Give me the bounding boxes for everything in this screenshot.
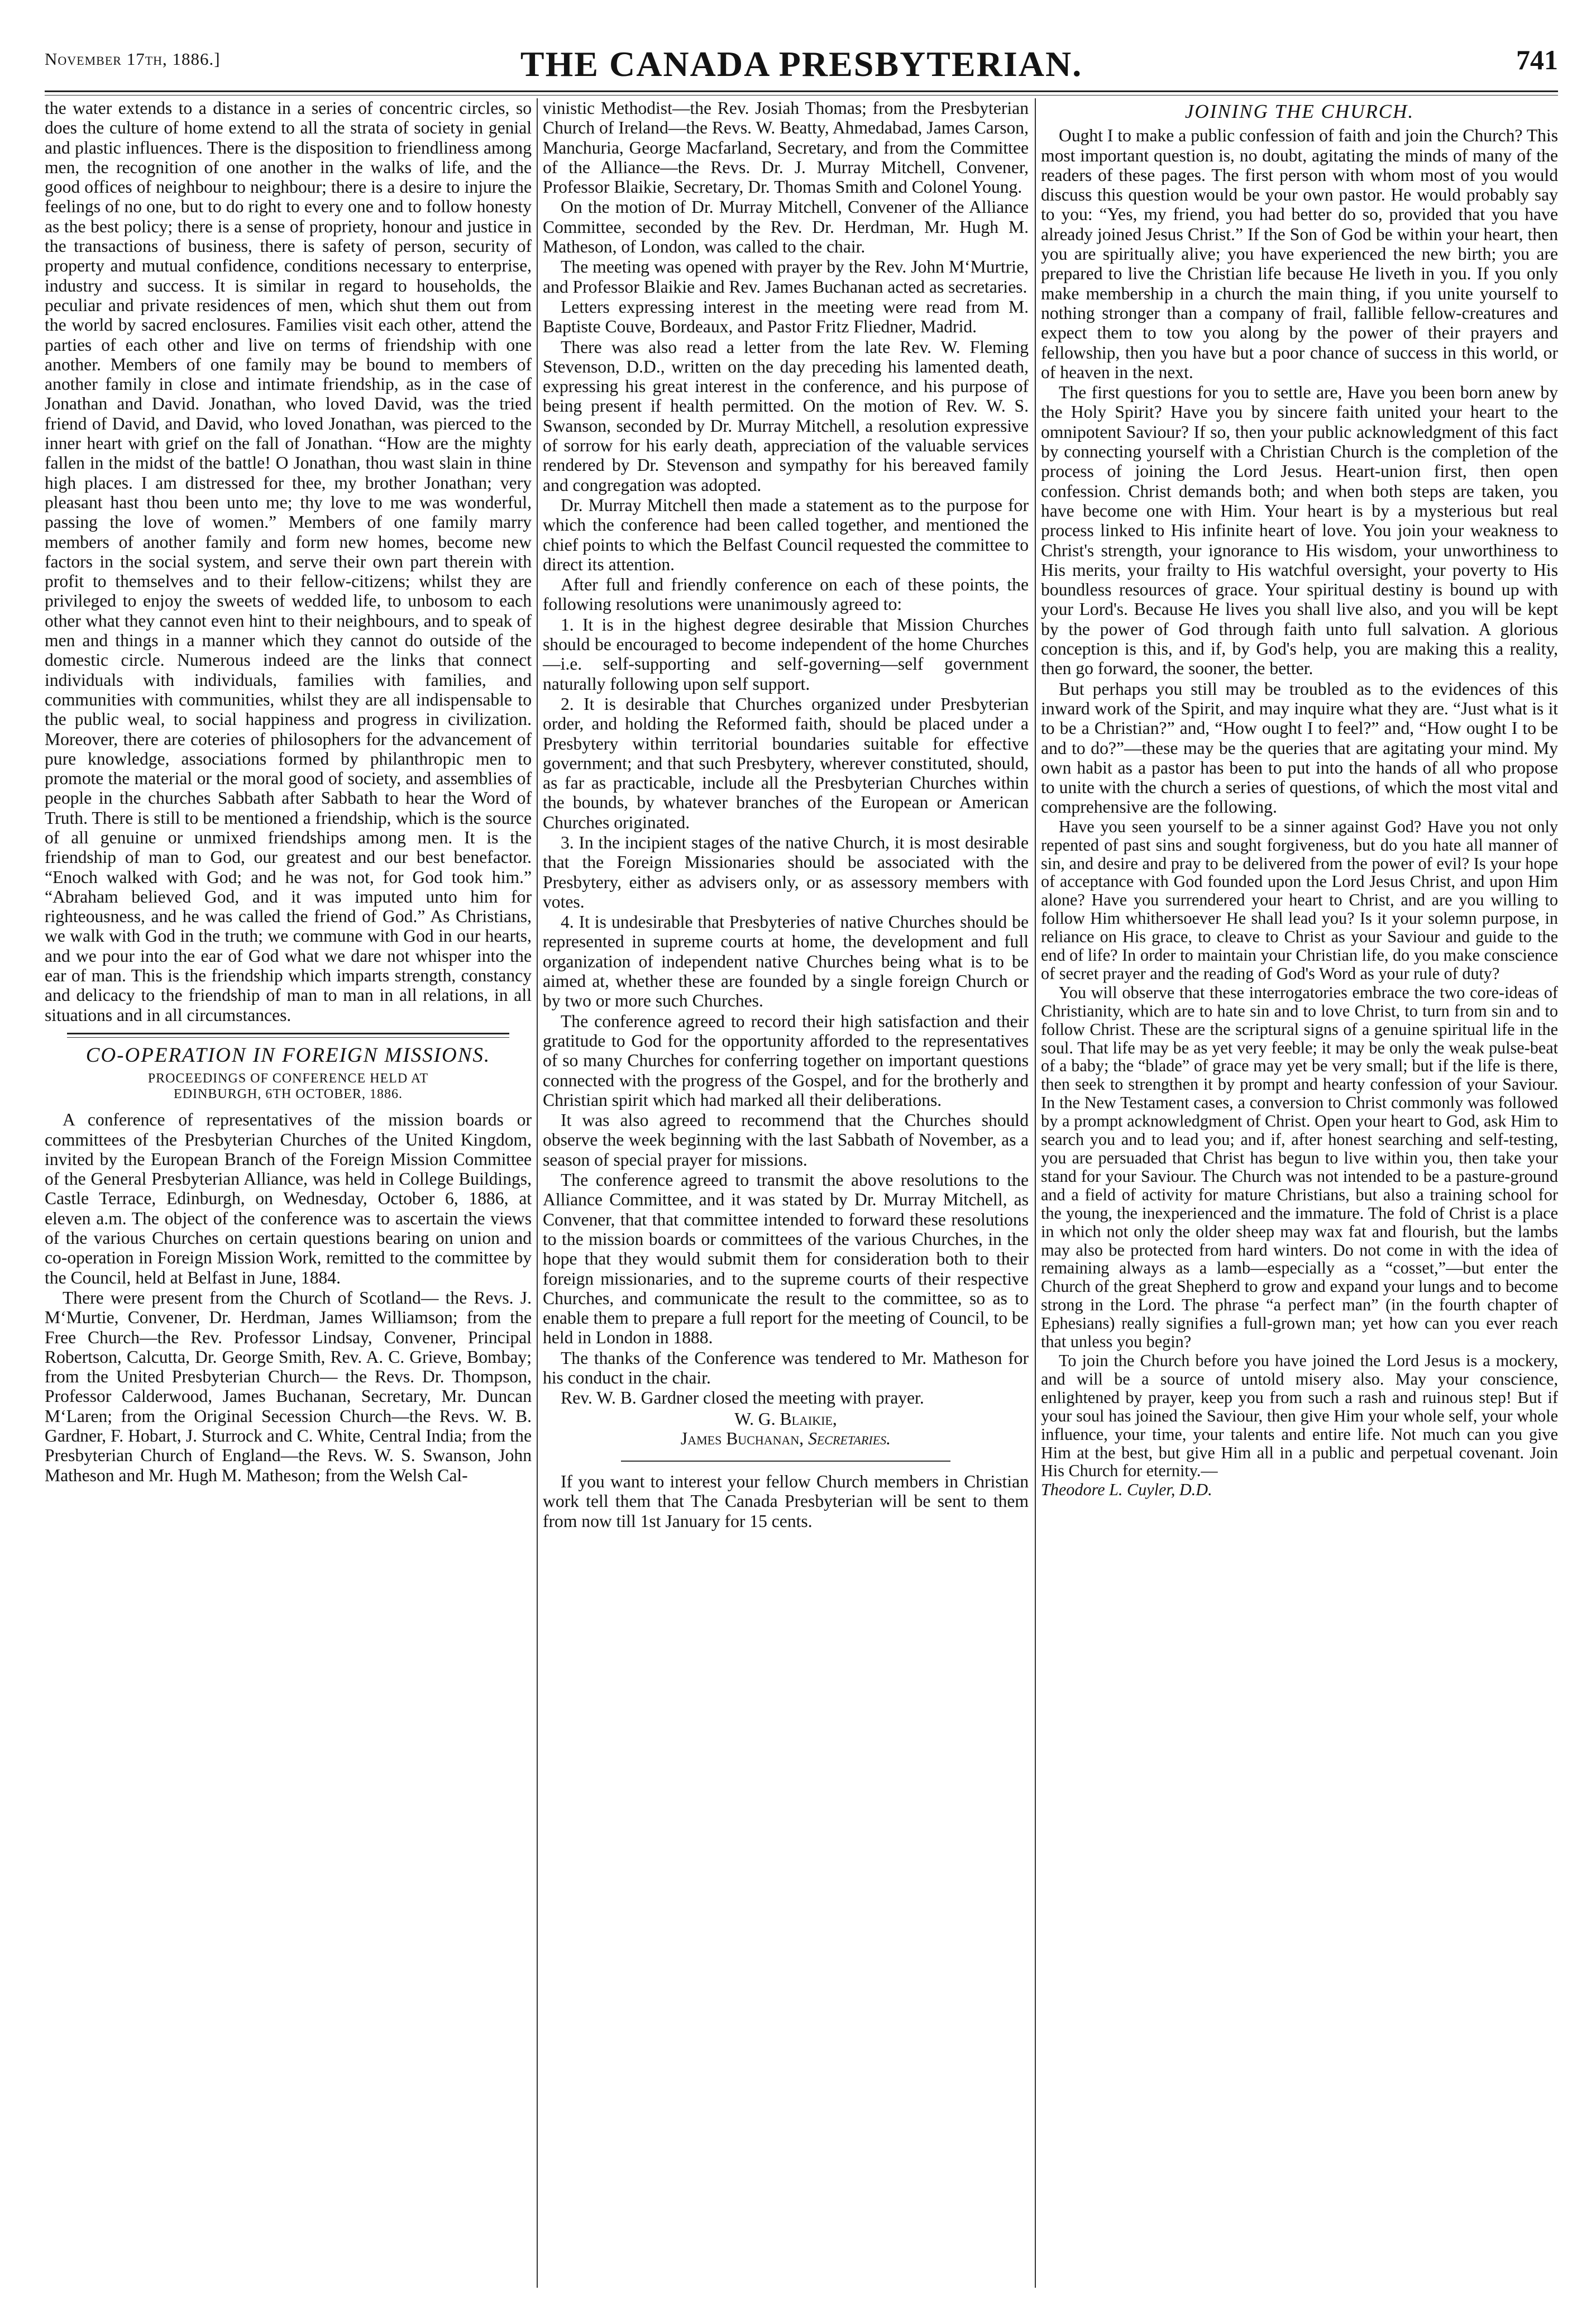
article-author: Theodore L. Cuyler, D.D. [1041,1480,1212,1500]
signature-role: Secretaries. [808,1428,891,1448]
column-divider [537,98,538,2288]
article-paragraph: To join the Church before you have joined the Lord Jesus is a mockery, and will be a source of untold misery also. May your conscience, enlightened by prayer, keep you from such a rash and ruinous step! But if your soul has joined the Saviour, then give Him your whole self, your whole influence, your time, your talents and entire life. Not much can you give Him at the best, but give Him all in a public and perpetual covenant. Join His Church for eternity.— [1041,1351,1558,1481]
issue-date: November 17th, 1886.] [45,49,221,69]
column-3 [1041,98,1558,1500]
resolution-paragraph: 3. In the incipient stages of the native Church, it is most desirable that the Foreign Missionaries should be associated with the Presbytery, either as advisers only, or as assessory members with votes. [543,832,1029,912]
article-paragraph: The thanks of the Conference was tendered to Mr. Matheson for his conduct in the chair. [543,1348,1029,1387]
signature-name: W. G. Blaikie, [734,1409,837,1429]
article-paragraph: The conference agreed to record their high satisfaction and their gratitude to God for the opportunity afforded to the representatives of so many Churches for conferring together on important questions connected with the progress of the Gospel, and for the brotherly and Christian spirit which had marked all their deliberations. [543,1011,1029,1110]
resolution-paragraph: 1. It is in the highest degree desirable that Mission Churches should be encouraged to become independent of the home Churches—i.e. self-supporting and self-governing—self government naturally following upon self support. [543,614,1029,694]
article-paragraph: The conference agreed to transmit the above resolutions to the Alliance Committee, and it was stated by Dr. Murray Mitchell, as Convener, that that committee intended to forward these resolutions to the mission boards or committees of the various Churches, in the hope that they would submit them for consideration both to their foreign missionaries, and to the supreme courts of their respective Churches, and communicate the result to the committee, so as to enable them to prepare a full report for the meeting of Council, to be held in London in 1888. [543,1170,1029,1348]
column-2 [543,98,1029,1531]
signature-block [543,1409,1029,1449]
article-paragraph: Letters expressing interest in the meeting were read from M. Baptiste Couve, Bordeaux, and Pastor Fritz Fliedner, Madrid. [543,297,1029,337]
article-paragraph: It was also agreed to recommend that the Churches should observe the week beginning with the last Sabbath of November, as a season of special prayer for missions. [543,1110,1029,1170]
page-number: 741 [1516,44,1558,75]
subtitle-line: EDINBURGH, 6TH OCTOBER, 1886. [174,1087,403,1102]
article-paragraph: the water extends to a distance in a series of concentric circles, so does the culture of home extend to all the strata of society in genial and plastic influences. There is the disposition to friendliness among men, the recognition of one another in the walks of life, and the good offices of neighbour to neighbour; there is a desire to injure the feelings of no one, but to do right to every one and to follow honesty as the best policy; there is a sense of propriety, honour and justice in the transactions of business, there is safety of person, security of property and mutual confidence, conditions necessary to enterprise, industry and success. It is similar in regard to households, the peculiar and private residences of men, which shut them out from the world by sacred enclosures. Families visit each other, attend the parties of each other and live on terms of friendship with one another. Members of one family may be bound to members of another family in close and intimate friendship, as in the case of Jonathan and David. Jonathan, who loved David, was the tried friend of David, and David, who loved Jonathan, was pierced to the inner heart with grief on the fall of Jonathan. “How are the mighty fallen in the midst of the battle! O Jonathan, thou wast slain in thine high places. I am distressed for thee, my brother Jonathan; very pleasant hast thou been unto me; thy love to me was wonderful, passing the love of women.” Members of one family marry members of another family and form new homes, become new factors in the social system, and serve their own part therein with profit to themselves and to their fellow-citizens; whilst they are privileged to enjoy the sweets of wedded life, to unbosom to each other what they cannot even hint to their neighbours, and to speak of men and things in a manner which they cannot do outside of the domestic circle. Numerous indeed are the links that connect individuals with individuals, families with families, and communities with communities, whilst they are all indispensable to the public weal, to social happiness and progress in civilization. Moreover, there are coteries of philosophers for the advancement of pure knowledge, associations formed by philanthropic men to promote the material or the moral good of society, and assemblies of people in the churches Sabbath after Sabbath to hear the Word of Truth. There is still to be mentioned a friendship, which is the source of all genuine or unmixed friendships among men. It is the friendship of man to God, our greatest and our best benefactor. “Enoch walked with God; and he was not, for God took him.” “Abraham believed God, and it was imputed unto him for righteousness, and he was called the friend of God.” As Christians, we walk with God in the truth; we commune with God in our hearts, and we pour into the ear of God what we dare not whisper into the ear of man. This is the friendship which imparts strength, constancy and delicacy to the friendship of man to man in all relations, in all situations and in all circumstances. [45,98,532,1025]
article-paragraph: vinistic Methodist—the Rev. Josiah Thomas; from the Presbyterian Church of Ireland—the Revs. W. Beatty, Ahmedabad, James Carson, Manchuria, George Macfarland, Secretary, and from the Committee of the Alliance—the Revs. Dr. J. Murray Mitchell, Convener, Professor Blaikie, Secretary, Dr. Thomas Smith and Colonel Young. [543,98,1029,197]
subtitle-line: PROCEEDINGS OF CONFERENCE HELD AT [147,1071,429,1086]
article-paragraph: The meeting was opened with prayer by the Rev. John M‘Murtrie, and Professor Blaikie and Rev. James Buchanan acted as secretaries. [543,257,1029,297]
article-paragraph: A conference of representatives of the mission boards or committees of the Presbyterian Churches of the United Kingdom, invited by the European Branch of the Foreign Mission Committee of the General Presbyterian Alliance, was held in College Buildings, Castle Terrace, Edinburgh, on Wednesday, October 6, 1886, at eleven a.m. The object of the conference was to ascertain the views of the various Churches on certain questions bearing on union and co-operation in Foreign Mission Work, remitted to the committee by the Council, held at Belfast in June, 1884. [45,1110,532,1287]
small-print-block [1041,818,1558,1500]
signature-name [543,1429,1029,1448]
column-divider [1035,98,1036,2288]
section-divider [621,1461,950,1462]
article-paragraph: There was also read a letter from the late Rev. W. Fleming Stevenson, D.D., written on the day preceding his lamented death, expressing his great interest in the conference, and his purpose of being present if health permitted. On the motion of Rev. W. S. Swanson, seconded by Dr. Murray Mitchell, a resolution expressive of sorrow for his early death, appreciation of the valuable services rendered by Dr. Stevenson and sympathy for his bereaved family and congregation was adopted. [543,337,1029,495]
resolution-paragraph: 2. It is desirable that Churches organized under Presbyterian order, and holding the Reformed faith, should be placed under a Presbytery within territorial boundaries suitable for effective government; and that such Presbytery, wherever constituted, should, as far as practicable, include all the Presbyterian Churches within the bounds, by whatever branches of the European or American Churches originated. [543,694,1029,832]
article-paragraph: You will observe that these interrogatories embrace the two core-ideas of Christianity, which are to hate sin and to love Christ, to turn from sin and to follow Christ. These are the scriptural signs of a genuine spiritual life in the soul. That life may be as yet very feeble; it may be only the weak pulse-beat of a baby; the “blade” of grace may yet be very small; but if the life is there, then seek to strengthen it by prompt and hearty confession of your Saviour. In the New Testament cases, a conversion to Christ commonly was followed by a prompt acknowledgment of Christ. Open your heart to God, ask Him to search you and to lead you; and if, after honest searching and self-testing, you are persuaded that Christ has begun to live within you, then take your stand for your Saviour. The Church was not intended to be a pasture-ground and a field of activity for mature Christians, but also a training school for the young, the inexperienced and the immature. The fold of Christ is a place in which not only the older sheep may wax fat and flourish, but the lambs may also be protected from hard winters. Do not come in with the idea of remaining always as a lamb—especially as a “cosset,”—but enter the Church of the great Shepherd to grow and expand your lungs and to become strong in the Lord. The phrase “a perfect man” (in the fourth chapter of Ephesians) really signifies a full-grown man; yet how can you ever reach that unless you begin? [1041,982,1558,1352]
masthead-rule [45,90,1558,92]
article-paragraph: On the motion of Dr. Murray Mitchell, Convener of the Alliance Committee, seconded by the Rev. Dr. Herdman, Mr. Hugh M. Matheson, of London, was called to the chair. [543,197,1029,257]
article-paragraph: The first questions for you to settle are, Have you been born anew by the Holy Spirit? Have you by sincere faith united your heart to the omnipotent Saviour? If so, then your public acknowledgment of this fact by connecting yourself with a Christian Church is the completion of the process of joining the Lord Jesus. Heart-union first, then open confession. Christ demands both; and when both steps are taken, you have become one with Him. Your heart is by a mysterious but real process linked to His infinite heart of love. You join your weakness to Christ's strength, your ignorance to His wisdom, your unworthiness to His merits, your frailty to His watchful oversight, your poverty to His boundless resources of grace. Your spiritual destiny is bound up with your Lord's. Because He lives you shall live also, and you will be kept by the power of God through faith unto full salvation. A glorious conception is this, and if, by God's help, you are making this a reality, then go forward, the sooner, the better. [1041,383,1558,679]
section-subtitle [45,1071,532,1102]
article-title: JOINING THE CHURCH. [1184,101,1415,122]
article-paragraph: Dr. Murray Mitchell then made a statement as to the purpose for which the conference had been called together, and mentioned the chief points to which the Belfast Council requested the committee to direct its attention. [543,495,1029,574]
masthead [45,44,1558,92]
article-paragraph: After full and friendly conference on each of these points, the following resolutions were unanimously agreed to: [543,575,1029,614]
article-paragraph: Rev. W. B. Gardner closed the meeting with prayer. [561,1388,924,1408]
article-paragraph: Ought I to make a public confession of faith and join the Church? This most important question is, no doubt, agitating the minds of many of the readers of these pages. The first person with whom most of you would discuss this question would be your own pastor. He would probably say to you: “Yes, my friend, you had better do so, provided that you have already joined Jesus Christ.” If the Son of God be within your heart, then you are spiritually alive; you have experienced the new birth; you are prepared to live the Christian life because He liveth in you. If you only make membership in a church the main thing, if you unite yourself to nothing stronger than a company of frail, fallible fellow-creatures and expect them to tow you along by the power of their prayers and fellowship, then you have but a poor chance of success in this world, or of heaven in the next. [1041,126,1558,382]
masthead-rule-thin [45,95,1558,96]
section-divider [67,1033,509,1038]
signature-name-text: James Buchanan, [680,1428,804,1448]
article-paragraph: There were present from the Church of Scotland— the Revs. J. M‘Murtie, Convener, Dr. Herdman, James Williamson; from the Free Church—the Rev. Professor Lindsay, Convener, Principal Robertson, Calcutta, Dr. George Smith, Rev. A. C. Grieve, Bombay; from the United Presbyterian Church— the Revs. Dr. Thompson, Professor Calderwood, James Buchanan, Secretary, Mr. Duncan M‘Laren; from the Original Secession Church—the Revs. W. B. Gardner, F. Hobart, J. Sturrock and C. White, Central India; from the Presbyterian Church of England—the Revs. W. S. Swanson, John Matheson and Mr. Hugh M. Matheson; from the Welsh Cal- [45,1287,532,1485]
section-title: CO-OPERATION IN FOREIGN MISSIONS. [85,1043,491,1067]
article-paragraph: Have you seen yourself to be a sinner against God? Have you not only repented of past sins and sought forgiveness, but do you hate all manner of sin, and desire and pray to be delivered from the power of evil? Is your hope of acceptance with God founded upon the Lord Jesus Christ, and upon Him alone? Have you surrendered your heart to Christ, and are you willing to follow Him whithersoever He shall lead you? Is it your solemn purpose, in reliance on His grace, to cleave to Christ as your Saviour and guide to the end of life? In order to maintain your Christian life, do you make conscience of secret prayer and the reading of God's Word as your rule of duty? [1041,817,1558,983]
article-paragraph: But perhaps you still may be troubled as to the evidences of this inward work of the Spirit, and may inquire what they are. “Just what is it to be a Christian?” and, “How ought I to feel?” and, “How ought I to be and to do?”—these may be the queries that are agitating your mind. My own habit as a pastor has been to put into the hands of all who propose to unite with the church a series of questions, of which the most vital and comprehensive are the following. [1041,679,1558,817]
resolution-paragraph: 4. It is undesirable that Presbyteries of native Churches should be represented in supreme courts at home, the development and full organization of independent native Churches being what is to be aimed at, whether these are founded by a single foreign Church or by two or more such Churches. [543,912,1029,1011]
column-1 [45,98,532,1486]
newspaper-title: THE CANADA PRESBYTERIAN. [520,44,1083,84]
subscription-notice: If you want to interest your fellow Church members in Christian work tell them that The Canada Presbyterian will be sent to them from now till 1st January for 15 cents. [543,1472,1029,1531]
